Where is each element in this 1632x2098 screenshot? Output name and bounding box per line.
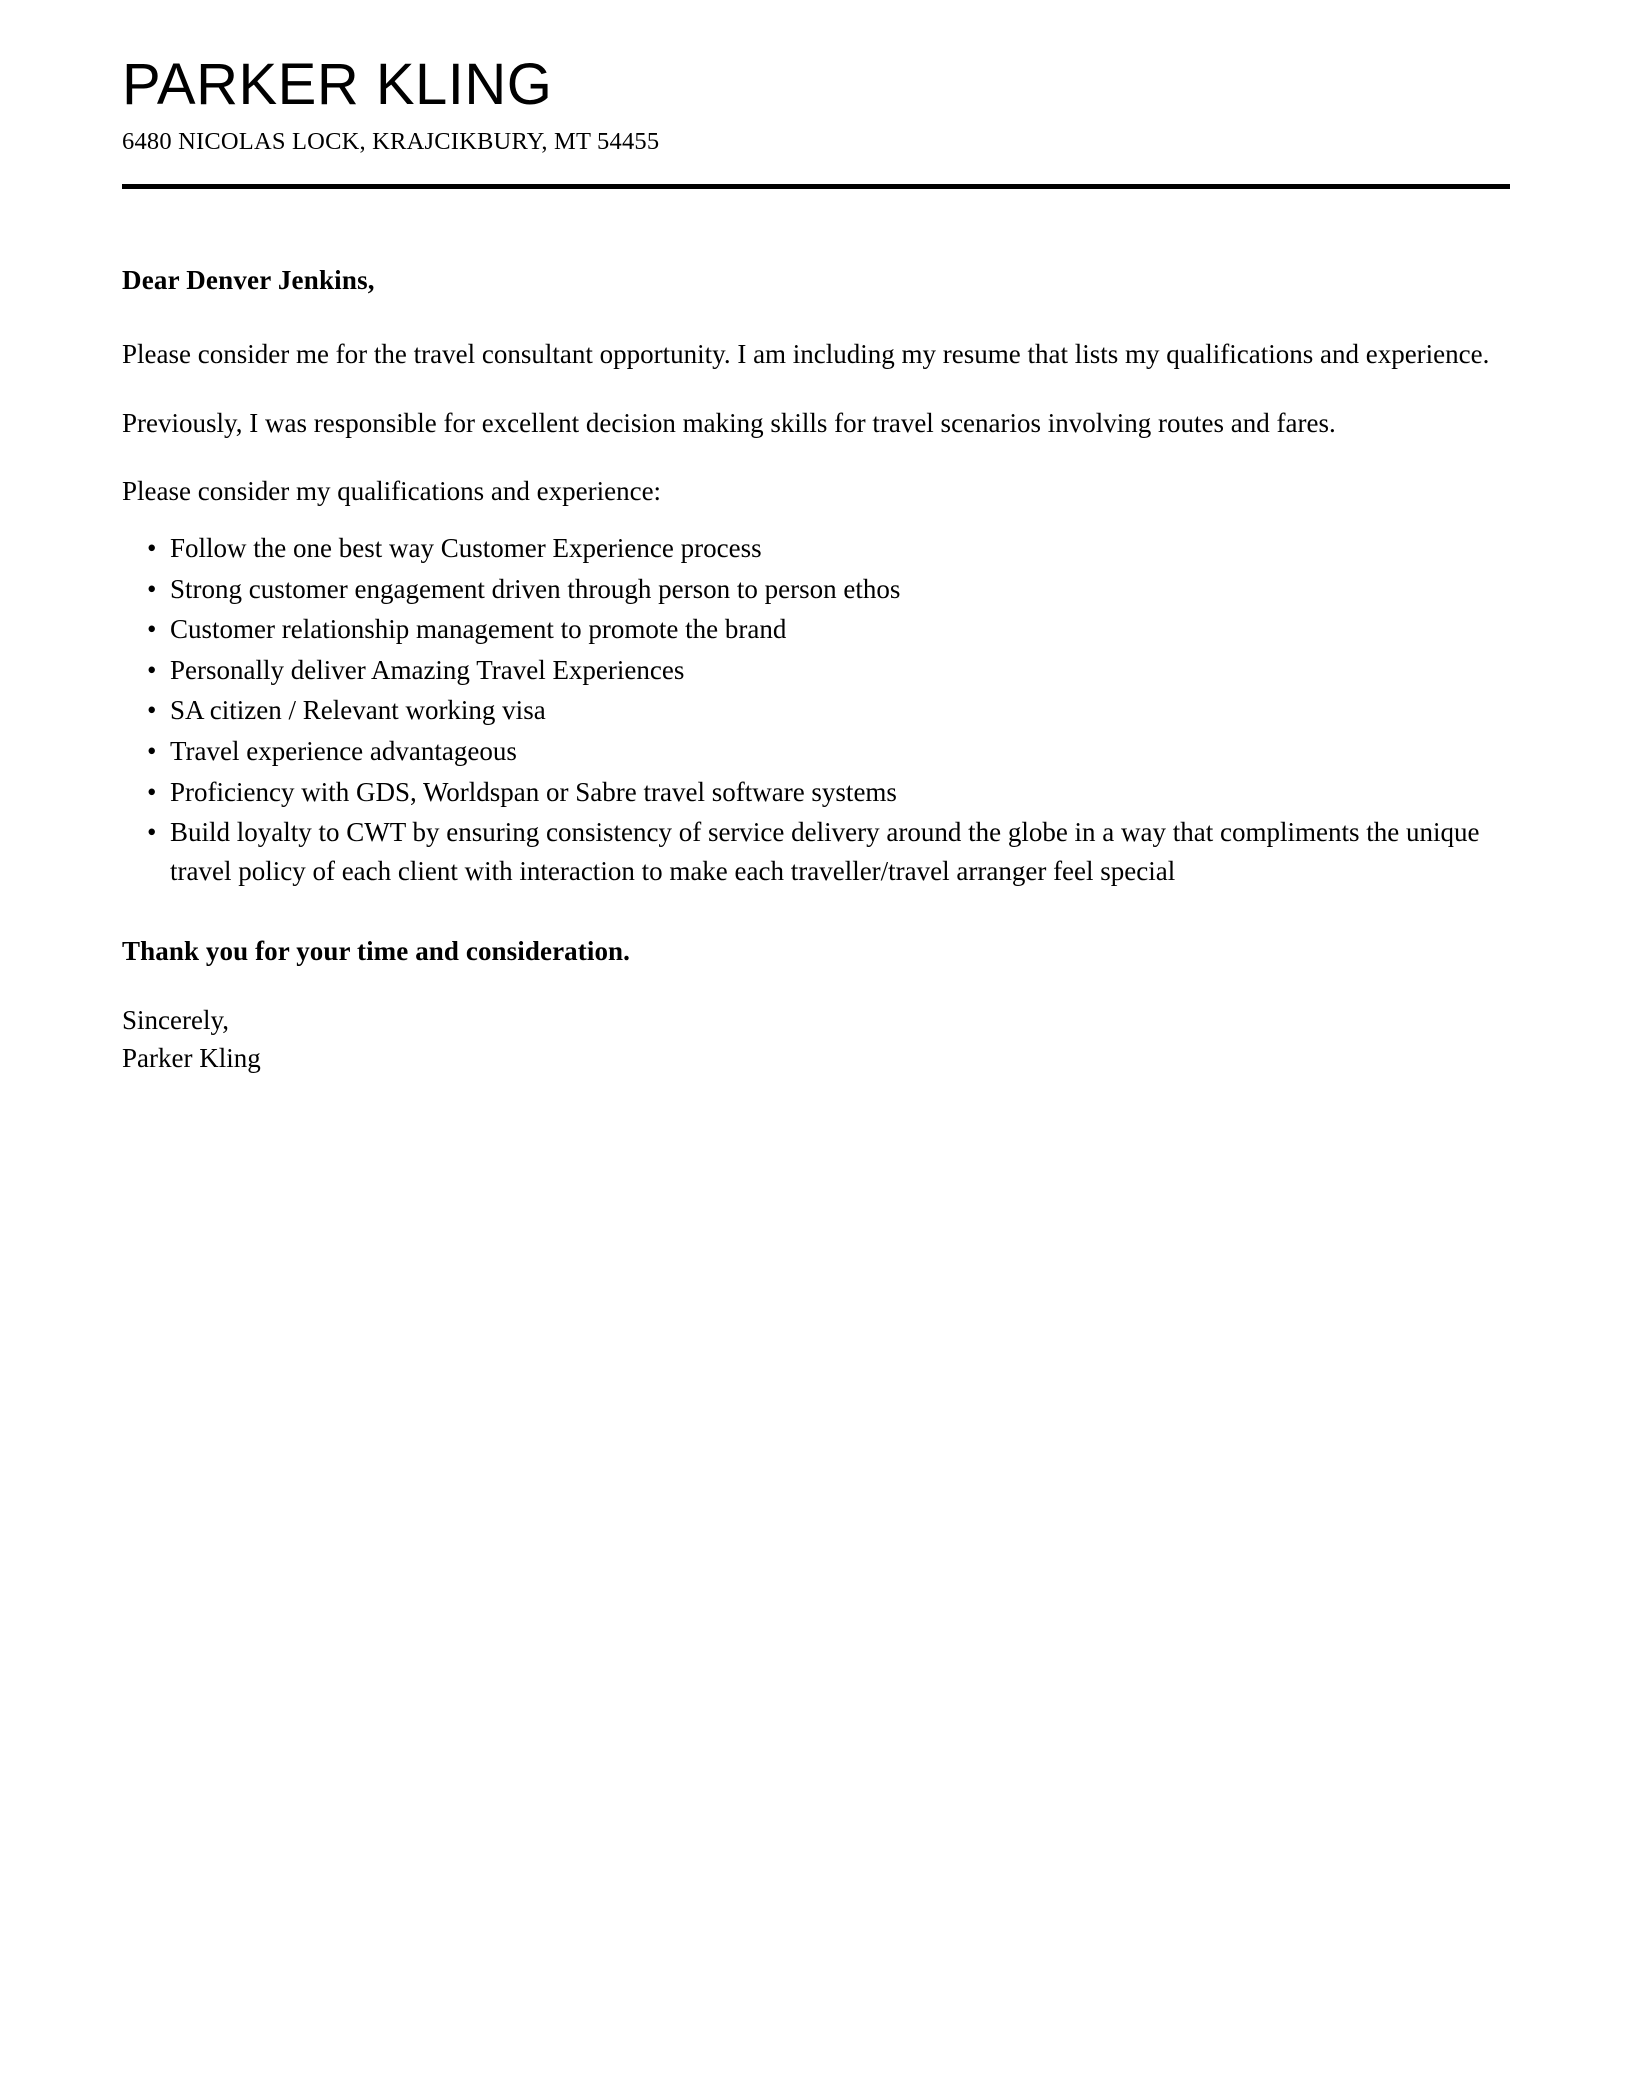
- bullet-icon: •: [147, 533, 157, 563]
- list-item-label: Personally deliver Amazing Travel Experiences: [170, 654, 685, 685]
- letter-paragraph: Please consider me for the travel consultant opportunity. I am including my resume that lists my qualifications and experience.: [122, 339, 1490, 370]
- signature-block: [122, 1001, 1510, 1078]
- letter-content: [122, 0, 1510, 1078]
- bullet-icon: •: [147, 817, 157, 848]
- list-item-label: Strong customer engagement driven through person to person ethos: [170, 573, 901, 604]
- list-item: [122, 732, 1510, 771]
- qualifications-intro: Please consider my qualifications and experience:: [122, 476, 662, 507]
- list-item-label: SA citizen / Relevant working visa: [170, 695, 546, 726]
- list-item: [122, 651, 1510, 690]
- bullet-icon: •: [147, 614, 157, 645]
- signature-name: Parker Kling: [122, 1043, 261, 1074]
- bullet-icon: •: [147, 654, 157, 685]
- letter-paragraph: Previously, I was responsible for excellent decision making skills for travel scenarios involving routes and fares.: [122, 407, 1336, 438]
- header-divider: [122, 184, 1510, 189]
- page-title: PARKER KLING: [122, 52, 553, 117]
- applicant-address: 6480 NICOLAS LOCK, KRAJCIKBURY, MT 54455: [122, 128, 660, 155]
- list-item: [122, 610, 1510, 649]
- qualifications-list: [122, 529, 1510, 890]
- list-item-label: Build loyalty to CWT by ensuring consistency of service delivery around the globe in a way that compliments the unique travel policy of each client with interaction to make each traveller/travel arranger feel special: [170, 817, 1480, 886]
- list-item-label: Travel experience advantageous: [170, 736, 517, 767]
- list-item: [122, 529, 1510, 568]
- list-item-label: Customer relationship management to promote the brand: [170, 614, 787, 645]
- list-item: [122, 691, 1510, 730]
- closing-statement: Thank you for your time and consideration.: [122, 936, 631, 967]
- list-item-label: Follow the one best way Customer Experience process: [170, 533, 762, 563]
- bullet-icon: •: [147, 573, 157, 604]
- list-item: [122, 773, 1510, 812]
- list-item-label: Proficiency with GDS, Worldspan or Sabre travel software systems: [170, 776, 897, 807]
- letterhead: [122, 0, 1510, 189]
- salutation: Dear Denver Jenkins,: [122, 264, 375, 295]
- bullet-icon: •: [147, 776, 157, 807]
- bullet-icon: •: [147, 695, 157, 726]
- signoff: Sincerely,: [122, 1004, 229, 1035]
- letter-body: [122, 261, 1510, 1078]
- list-item: [122, 570, 1510, 609]
- bullet-icon: •: [147, 736, 157, 767]
- list-item: [122, 813, 1510, 890]
